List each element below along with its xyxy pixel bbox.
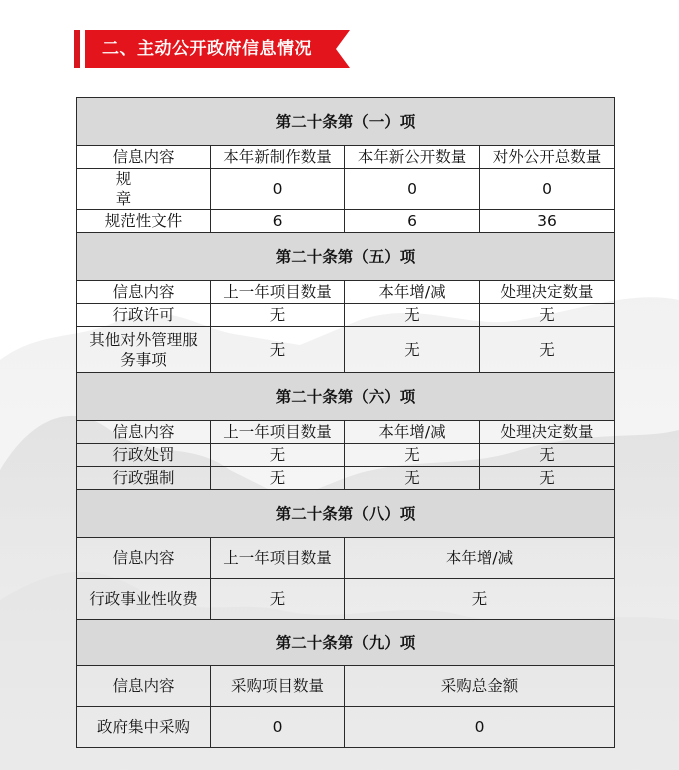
table-cell: 规 章 — [77, 169, 211, 210]
table-row — [77, 327, 615, 373]
section-row — [77, 490, 615, 538]
table-cell: 其他对外管理服务事项 — [77, 327, 211, 373]
column-header: 信息内容 — [77, 421, 211, 444]
section-header — [74, 30, 350, 68]
header-row — [77, 666, 615, 707]
column-header: 上一年项目数量 — [211, 421, 345, 444]
column-header: 上一年项目数量 — [211, 281, 345, 304]
table-cell: 0 — [480, 169, 615, 210]
table-cell: 行政强制 — [77, 467, 211, 490]
section-row — [77, 620, 615, 666]
table-cell: 无 — [480, 304, 615, 327]
column-header: 本年增/减 — [345, 421, 480, 444]
table-cell: 无 — [345, 304, 480, 327]
header-row — [77, 281, 615, 304]
column-header: 信息内容 — [77, 538, 211, 579]
table-cell: 规范性文件 — [77, 210, 211, 233]
column-header: 处理决定数量 — [480, 281, 615, 304]
table-row — [77, 444, 615, 467]
table-row — [77, 169, 615, 210]
column-header: 采购项目数量 — [211, 666, 345, 707]
table-cell: 0 — [345, 707, 615, 748]
table-cell: 无 — [345, 467, 480, 490]
column-header: 本年增/减 — [345, 538, 615, 579]
table-row — [77, 707, 615, 748]
section-row — [77, 233, 615, 281]
table-cell: 行政事业性收费 — [77, 579, 211, 620]
table-cell: 无 — [345, 327, 480, 373]
disclosure-table — [76, 97, 615, 748]
section-title: 第二十条第（九）项 — [77, 620, 615, 666]
column-header: 本年新公开数量 — [345, 146, 480, 169]
table-cell: 政府集中采购 — [77, 707, 211, 748]
table-cell: 无 — [211, 444, 345, 467]
table-cell: 无 — [211, 304, 345, 327]
column-header: 对外公开总数量 — [480, 146, 615, 169]
column-header: 处理决定数量 — [480, 421, 615, 444]
table-row — [77, 579, 615, 620]
section-title: 第二十条第（一）项 — [77, 98, 615, 146]
table-row — [77, 467, 615, 490]
column-header: 本年新制作数量 — [211, 146, 345, 169]
table-row — [77, 304, 615, 327]
header-row — [77, 421, 615, 444]
table-cell: 0 — [345, 169, 480, 210]
section-header-title: 二、主动公开政府信息情况 — [102, 39, 312, 59]
section-row — [77, 373, 615, 421]
table-cell: 无 — [211, 579, 345, 620]
table-cell: 行政处罚 — [77, 444, 211, 467]
table-cell: 6 — [211, 210, 345, 233]
table-cell: 行政许可 — [77, 304, 211, 327]
table-cell: 无 — [480, 467, 615, 490]
column-header: 信息内容 — [77, 146, 211, 169]
table-cell: 0 — [211, 169, 345, 210]
table-cell: 无 — [345, 579, 615, 620]
section-title: 第二十条第（六）项 — [77, 373, 615, 421]
table-cell: 无 — [480, 327, 615, 373]
table-cell: 36 — [480, 210, 615, 233]
table-row — [77, 210, 615, 233]
column-header: 信息内容 — [77, 281, 211, 304]
section-row — [77, 98, 615, 146]
header-row — [77, 538, 615, 579]
header-row — [77, 146, 615, 169]
column-header: 上一年项目数量 — [211, 538, 345, 579]
table-cell: 6 — [345, 210, 480, 233]
column-header: 本年增/减 — [345, 281, 480, 304]
table-cell: 无 — [211, 467, 345, 490]
section-title: 第二十条第（五）项 — [77, 233, 615, 281]
table-cell: 无 — [211, 327, 345, 373]
table-cell: 无 — [480, 444, 615, 467]
table-cell: 0 — [211, 707, 345, 748]
column-header: 信息内容 — [77, 666, 211, 707]
table-cell: 无 — [345, 444, 480, 467]
section-title: 第二十条第（八）项 — [77, 490, 615, 538]
column-header: 采购总金额 — [345, 666, 615, 707]
